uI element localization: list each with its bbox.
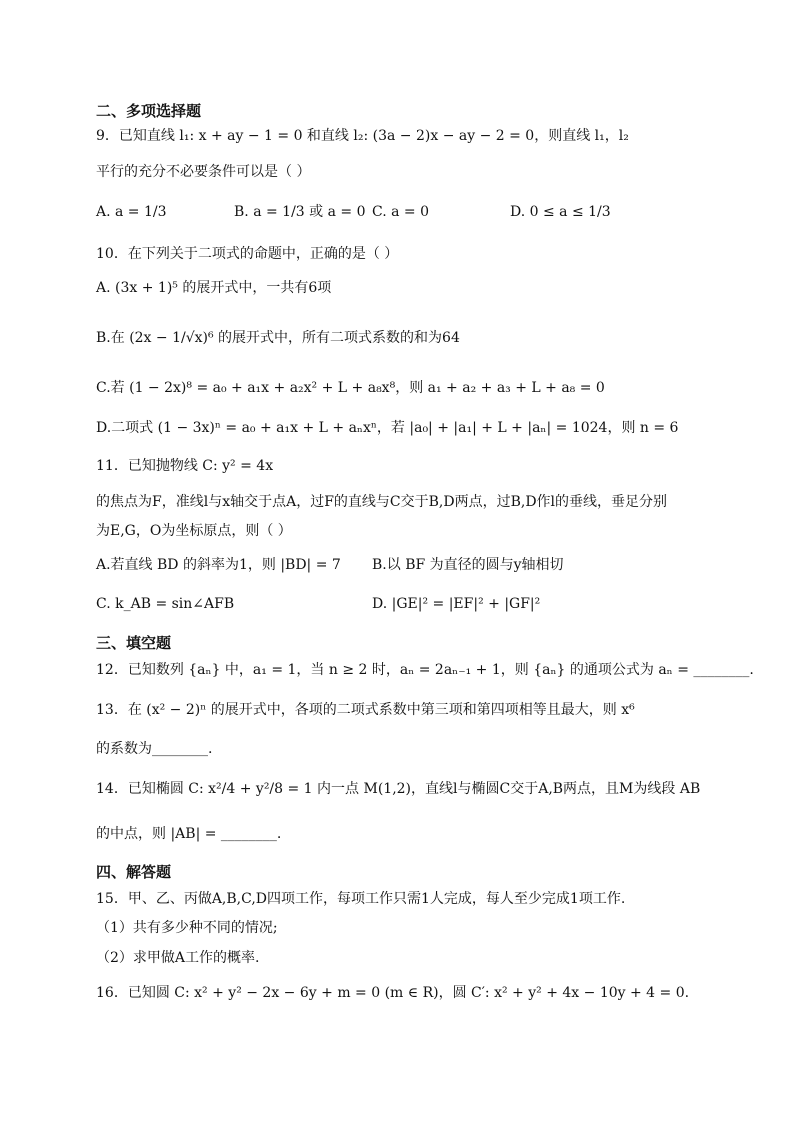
q13-line2: 的系数为________.: [96, 741, 213, 757]
q15-part1: （1）共有多少种不同的情况;: [96, 920, 278, 936]
q10-option-d: D.二项式 (1 − 3x)ⁿ = a₀ + a₁x + L + aₙxⁿ，若 |a₀| + |a₁| + L + |aₙ| = 1024，则 n = 6: [96, 420, 679, 436]
q16-stem: 16．已知圆 C: x² + y² − 2x − 6y + m = 0 (m ∈ R)，圆 C′: x² + y² + 4x − 10y + 4 = 0.: [96, 985, 690, 1001]
q15-stem: 15．甲、乙、丙做A,B,C,D四项工作，每项工作只需1人完成，每人至少完成1项工作.: [96, 891, 626, 907]
q9-option-c: C. a = 0: [372, 204, 429, 220]
q10-stem: 10．在下列关于二项式的命题中，正确的是（ ）: [96, 246, 399, 262]
section-heading-answer: 四、解答题: [96, 863, 172, 881]
q13-line1: 13．在 (x² − 2)ⁿ 的展开式中，各项的二项式系数中第三项和第四项相等且最大，则 x⁶: [96, 702, 635, 718]
q11-option-c: C. k_AB = sin∠AFB: [96, 596, 235, 612]
q9-option-b: B. a = 1/3 或 a = 0: [234, 204, 366, 220]
q10-option-b: B.在 (2x − 1/√x)⁶ 的展开式中，所有二项式系数的和为64: [96, 330, 460, 346]
q11-stem-line3: 为E,G，O为坐标原点，则（ ）: [96, 523, 292, 539]
q9-stem-line2: 平行的充分不必要条件可以是（ ）: [96, 164, 311, 180]
section-heading-multi-choice: 二、多项选择题: [96, 102, 202, 120]
q11-option-b: B.以 BF 为直径的圆与y轴相切: [372, 557, 564, 573]
q11-stem: 11．已知抛物线 C: y² = 4x: [96, 458, 274, 474]
q10-option-c: C.若 (1 − 2x)⁸ = a₀ + a₁x + a₂x² + L + a₈x⁸，则 a₁ + a₂ + a₃ + L + a₈ = 0: [96, 380, 605, 396]
q14-line2: 的中点，则 |AB| = ________.: [96, 826, 282, 842]
q9-stem-line1: 9．已知直线 l₁: x + ay − 1 = 0 和直线 l₂: (3a − 2)x − ay − 2 = 0，则直线 l₁，l₂: [96, 128, 629, 144]
q9-option-a: A. a = 1/3: [96, 204, 167, 220]
q12-text: 12．已知数列 {aₙ} 中，a₁ = 1，当 n ≥ 2 时，aₙ = 2aₙ₋₁ + 1，则 {aₙ} 的通项公式为 aₙ = ________.: [96, 662, 754, 678]
q11-option-d: D. |GE|² = |EF|² + |GF|²: [372, 596, 541, 612]
q14-line1: 14．已知椭圆 C: x²/4 + y²/8 = 1 内一点 M(1,2)，直线l与椭圆C交于A,B两点，且M为线段 AB: [96, 781, 701, 797]
q10-option-a: A. (3x + 1)⁵ 的展开式中，一共有6项: [96, 280, 332, 296]
q11-stem-line2: 的焦点为F，准线l与x轴交于点A，过F的直线与C交于B,D两点，过B,D作l的垂线，垂足分别: [96, 494, 668, 510]
q15-part2: （2）求甲做A工作的概率.: [96, 950, 260, 966]
q11-option-a: A.若直线 BD 的斜率为1，则 |BD| = 7: [96, 557, 341, 573]
section-heading-fill-blank: 三、填空题: [96, 634, 172, 652]
q9-option-d: D. 0 ≤ a ≤ 1/3: [510, 204, 611, 220]
